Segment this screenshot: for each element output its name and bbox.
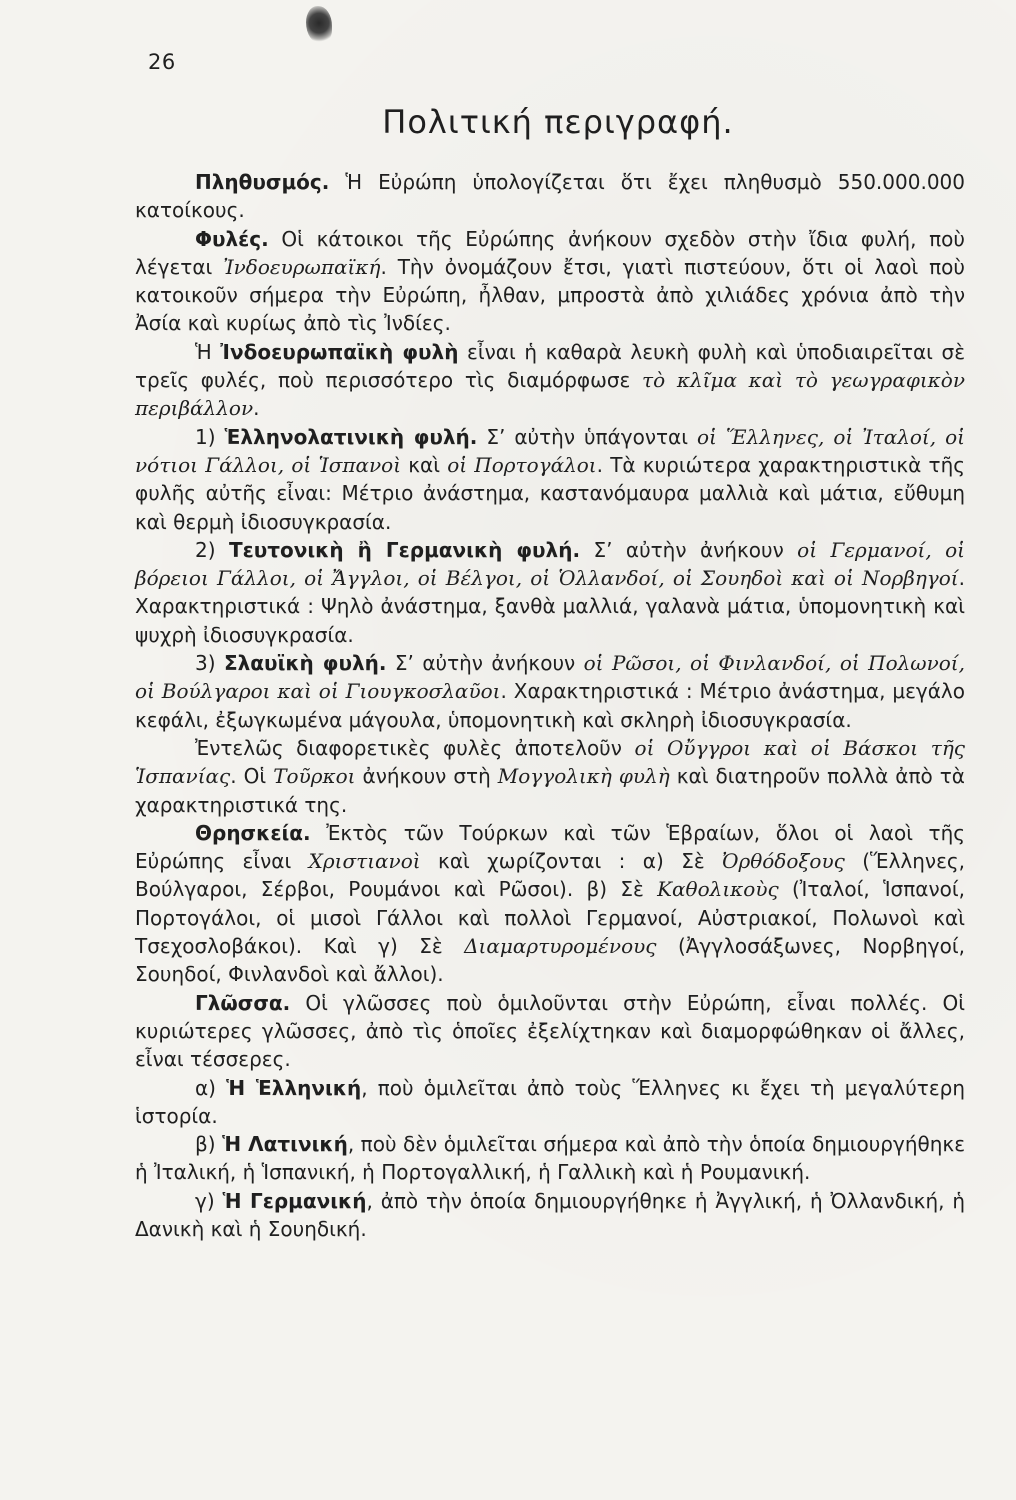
text-span: Τευτονικὴ ἢ Γερμανικὴ φυλή.: [228, 537, 581, 562]
page-title: Πολιτική περιγραφή.: [382, 103, 734, 141]
text-span: β): [195, 1132, 223, 1157]
paragraph-language: [135, 989, 965, 1074]
text-span: γ): [195, 1188, 223, 1213]
text-span: Ἐκτὸς τῶν Τούρκων καὶ τῶν Ἑβραίων, ὅλοι οἱ λαοὶ τῆς Εὐρώπης εἶναι: [135, 820, 965, 874]
paragraph-teutonic: [135, 536, 965, 649]
paragraph-races: [135, 225, 965, 338]
text-span: τὸ κλῖμα καὶ τὸ γεωγραφικὸν περιβάλλον: [135, 368, 965, 421]
text-span: 2): [195, 537, 229, 562]
text-span: καὶ: [401, 452, 448, 477]
text-span: Ἑλληνολατινικὴ φυλή.: [224, 424, 478, 449]
text-span: 1): [195, 424, 225, 449]
text-span: 3): [195, 651, 224, 676]
body-text: [135, 168, 965, 1243]
text-span: Οἱ γλῶσσες ποὺ ὁμιλοῦνται στὴν Εὐρώπη, εἶναι πολλές. Οἱ κυριώτερες γλῶσσες, ἀπὸ τὶς ὁποῖες ἐξελίχτηκαν καὶ διαμορφώθηκαν οἱ ἄλλες, εἶναι τέσσερες.: [135, 990, 965, 1072]
text-span: Μογγολικὴ φυλὴ: [497, 764, 670, 789]
text-span: Σ’ αὐτὴν ὑπάγονται: [477, 424, 697, 449]
text-span: καὶ διατηροῦν πολλὰ ἀπὸ τὰ χαρακτηριστικά της.: [135, 764, 965, 817]
text-span: (Ἕλληνες, Βούλγαροι, Σέρβοι, Ρουμάνοι καὶ Ρῶσοι). β) Σὲ: [135, 849, 965, 902]
paragraph-population: [135, 168, 965, 225]
text-span: Ἐντελῶς διαφορετικὲς φυλὲς ἀποτελοῦν: [195, 735, 635, 760]
text-span: Ἡ Γερμανική: [222, 1188, 367, 1213]
text-span: . Τὴν ὀνομάζουν ἔτσι, γιατὶ πιστεύουν, ὅτι οἱ λαοὶ ποὺ κατοικοῦν σήμερα τὴν Εὐρώπη, ἦλθαν, μπροστὰ ἀπὸ χιλιάδες χρόνια ἀπὸ τὴν Ἀσία καὶ κυρίως ἀπὸ τὶς Ἰνδίες.: [135, 254, 965, 336]
text-span: οἱ Ρῶσοι, οἱ Φινλανδοί, οἱ Πολωνοί, οἱ Βούλγαροι καὶ οἱ Γιουγκοσλαῦοι: [135, 651, 965, 704]
text-span: οἱ Γερμανοί, οἱ βόρειοι Γάλλοι, οἱ Ἄγγλοι, οἱ Βέλγοι, οἱ Ὁλλανδοί, οἱ Σουηδοὶ καὶ οἱ Νορβηγοί: [135, 537, 966, 591]
text-span: Ἰνδοευρωπαϊκὴ φυλὴ: [220, 339, 459, 364]
text-span: Χριστιανοὶ: [308, 849, 421, 874]
text-span: Ὀρθόδοξους: [722, 849, 845, 874]
text-span: (Ἰταλοί, Ἱσπανοί, Πορτογάλοι, οἱ μισοὶ Γάλλοι καὶ πολλοὶ Γερμανοί, Αὐστριακοί, Πολωνοὶ καὶ Τσεχοσλοβάκοι). Καὶ γ) Σὲ: [135, 877, 965, 959]
paragraph-hellenolatin: [135, 423, 965, 536]
text-span: Ἡ: [195, 339, 221, 364]
paragraph-slavic: [135, 649, 965, 734]
text-span: , ποὺ δὲν ὁμιλεῖται σήμερα καὶ ἀπὸ τὴν ὁποία δημιουργήθηκε ἡ Ἰταλική, ἡ Ἱσπανική, ἡ Πορτογαλλική, ἡ Γαλλικὴ καὶ ἡ Ρουμανική.: [135, 1132, 966, 1185]
text-span: . Οἱ: [230, 764, 274, 789]
text-span: α): [195, 1075, 227, 1100]
paragraph-greek: [135, 1074, 965, 1131]
text-span: . Χαρακτηριστικά : Ψηλὸ ἀνάστημα, ξανθὰ μαλλιά, γαλανὰ μάτια, ὑπομονητικὴ καὶ ψυχρὴ ἰδιοσυγκρασία.: [135, 566, 965, 647]
text-span: Διαμαρτυρομένους: [464, 934, 657, 959]
text-span: οἱ Ἕλληνες, οἱ Ἰταλοί, οἱ νότιοι Γάλλοι, οἱ Ἱσπανοὶ: [135, 424, 965, 477]
paragraph-religion: [135, 819, 965, 989]
text-span: . Τὰ κυριώτερα χαρακτηριστικὰ τῆς φυλῆς αὐτῆς εἶναι: Μέτριο ἀνάστημα, καστανόμαυρα μαλλιὰ καὶ μάτια, εὔθυμη καὶ θερμὴ ἰδιοσυγκρασία.: [135, 452, 965, 534]
text-span: Ἰνδοευρωπαϊκή: [223, 254, 381, 279]
text-span: Καθολικοὺς: [657, 877, 779, 902]
heading-religion: Θρησκεία.: [195, 820, 311, 845]
text-span: Σ’ αὐτὴν ἀνήκουν: [386, 651, 584, 676]
text-span: οἱ Οὔγγροι καὶ οἱ Βάσκοι τῆς Ἱσπανίας: [135, 735, 966, 789]
text-span: οἱ Πορτογάλοι: [447, 452, 597, 477]
heading-population: Πληθυσμός.: [195, 170, 330, 194]
heading-races: Φυλές.: [195, 226, 269, 251]
text-span: Ἡ Λατινική: [222, 1132, 348, 1157]
text-span: εἶναι ἡ καθαρὰ λευκὴ φυλὴ καὶ ὑποδιαιρεῖται σὲ τρεῖς φυλές, ποὺ περισσότερο τὶς διαμόρφωσε: [135, 339, 966, 393]
text-span: Τοῦρκοι: [273, 764, 356, 789]
text-span: Ἡ Ἑλληνική: [226, 1075, 362, 1100]
text-span: Οἱ κάτοικοι τῆς Εὐρώπης ἀνήκουν σχεδὸν στὴν ἴδια φυλή, ποὺ λέγεται: [135, 226, 965, 279]
text-span: Σ’ αὐτὴν ἀνήκουν: [580, 537, 798, 562]
paragraph-other-races: [135, 734, 965, 819]
text-span: ἀνήκουν στὴ: [355, 764, 498, 789]
text-span: , ἀπὸ τὴν ὁποία δημιουργήθηκε ἡ Ἀγγλική, ἡ Ὀλλανδική, ἡ Δανικὴ καὶ ἡ Σουηδική.: [135, 1188, 966, 1241]
page-number: 26: [148, 50, 176, 74]
paragraph-indoeuropean: [135, 338, 965, 423]
heading-language: Γλῶσσα.: [195, 990, 291, 1015]
paragraph-german: [135, 1187, 965, 1244]
text-span: καὶ χωρίζονται : α) Σὲ: [420, 849, 723, 874]
text-span: Ἡ Εὐρώπη ὑπολογίζεται ὅτι ἔχει πληθυσμὸ 550.000.000 κατοίκους.: [135, 170, 965, 223]
text-span: Σλαυϊκὴ φυλή.: [223, 651, 387, 676]
text-span: (Ἀγγλοσάξωνες, Νορβηγοί, Σουηδοί, Φινλανδοὶ καὶ ἄλλοι).: [135, 934, 965, 987]
text-span: .: [253, 396, 260, 421]
text-span: , ποὺ ὁμιλεῖται ἀπὸ τοὺς Ἕλληνες κι ἔχει τὴ μεγαλύτερη ἱστορία.: [135, 1075, 965, 1128]
paragraph-latin: [135, 1130, 965, 1187]
ink-smudge: [306, 6, 332, 44]
text-span: . Χαρακτηριστικά : Μέτριο ἀνάστημα, μεγάλο κεφάλι, ἐξωγκωμένα μάγουλα, ὑπομονητικὴ καὶ σκληρὴ ἰδιοσυγκρασία.: [135, 679, 965, 732]
